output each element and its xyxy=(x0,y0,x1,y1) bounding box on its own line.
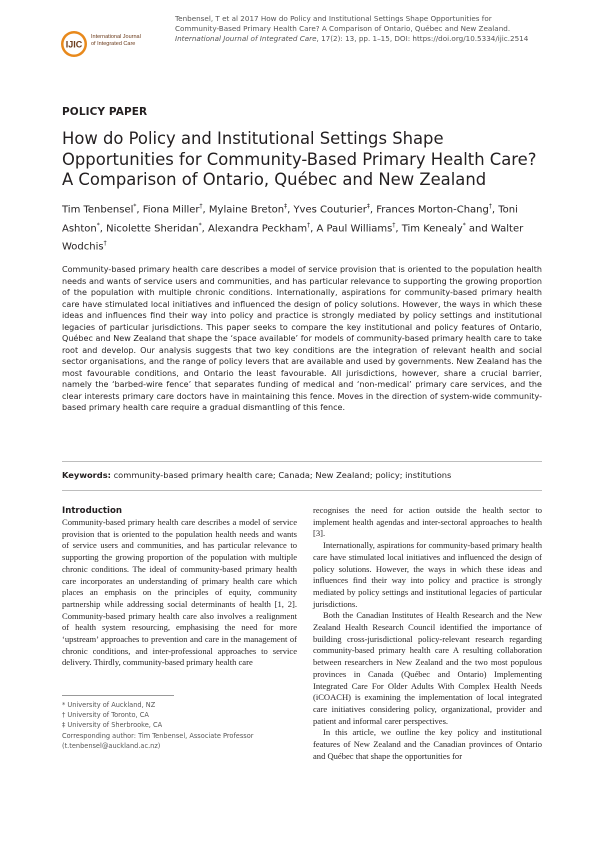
author-affiliation-mark: * xyxy=(133,203,137,210)
paper-title: How do Policy and Institutional Settings Shape Opportunities for Community-Based Primary Health Care? A Comparison of Ontario, Québec and New Zealand xyxy=(62,129,537,189)
citation-line-2: Community-Based Primary Health Care? A Comparison of Ontario, Québec and New Zealand. xyxy=(175,24,511,33)
footnotes xyxy=(62,700,297,751)
citation-journal: International Journal of Integrated Care xyxy=(175,34,317,43)
brand-line-2: of Integrated Care xyxy=(91,40,136,47)
keywords xyxy=(62,470,542,480)
author-affiliation-mark: ‡ xyxy=(366,203,370,210)
citation-line-1: Tenbensel, T et al 2017 How do Policy and Institutional Settings Shape Opportunities for xyxy=(175,14,492,23)
intro-paragraph-1: Community-based primary health care describes a model of service provision that is oriented to the population health needs and wants of service users and communities, and has particular relevance to supporting the growing proportion of the population with multiple chronic conditions. The ideal of community-based primary health care incorporates an understanding of primary health care which places an emphasis on the principles of equity, community partnership while addressing social determinants of health [1, 2]. Community-based primary health care also involves a realignment of health system resourcing, emphasising the need for more ‘upstream’ approaches to prevention and care in the management of chronic conditions, and inter-professional approaches to service delivery. Thirdly, community-based primary health care xyxy=(62,517,297,668)
keywords-bottom-divider xyxy=(62,490,542,491)
author-affiliation-mark: † xyxy=(103,240,107,248)
affiliation-toronto: † University of Toronto, CA xyxy=(62,711,149,720)
section-heading-introduction: Introduction xyxy=(62,506,123,516)
body-column-left xyxy=(62,505,297,669)
brand-line-1: International Journal xyxy=(91,34,141,40)
ijic-logo-icon xyxy=(60,30,88,58)
author-affiliation-mark: † xyxy=(199,203,203,210)
author-name: Toni Ashton xyxy=(62,204,518,234)
author-name: Fiona Miller xyxy=(142,204,200,216)
author-affiliation-mark: † xyxy=(307,221,311,229)
paper-type-label: POLICY PAPER xyxy=(62,106,148,118)
author-name: A Paul Williams xyxy=(316,222,393,234)
logo-mark-text: IJIC xyxy=(65,39,83,50)
author-name: Alexandra Peckham xyxy=(208,222,308,234)
abstract: Community-based primary health care describes a model of service provision that is oriented to the population health needs and wants of service users and communities, and has particular relevance to supporting the growing proportion of the population with multiple chronic conditions. Internationally, aspirations for community-based primary health care have stimulated local initiatives and influenced the design of policy solutions. However, the ways in which these ideas and influences find their way into policy and practice is strongly mediated by policy settings and institutional legacies of particular jurisdictions. This paper seeks to compare the key institutional and policy features of Ontario, Québec and New Zealand that shape the ‘space available’ for models of community-based primary health care to take root and develop. Our analysis suggests that two key conditions are the integration of relevant health and social sector organisations, and the range of policy levers that are available and used by governments. New Zealand has the most favourable conditions, and Ontario the least favourable. All jurisdictions, however, share a crucial barrier, namely the ‘barbed-wire fence’ that separates funding of medical and ‘non-medical’ primary care services, and the clear interests primary care doctors have in maintaining this fence. Moves in the direction of system-wide community-based primary health care require a gradual dismantling of this fence. xyxy=(62,265,542,412)
intro-paragraph-3: Both the Canadian Institutes of Health Research and the New Zealand Health Research Council identified the importance of building cross-jurisdictional policy-relevant research regarding community-based primary health care A resulting collaboration between researchers in New Zealand and the two most populous provinces in Canada (Québec and Ontario) Implementing Integrated Care For Older Adults With Complex Health Needs (iCOACH) is examining the implementation of local integrated care initiatives considering policy, organizational, provider and patient and informal carer perspectives. xyxy=(313,610,542,726)
affiliation-sherbrooke: ‡ University of Sherbrooke, CA xyxy=(62,721,163,730)
citation-details[interactable]: , 17(2): 13, pp. 1–15, DOI: https://doi.org/10.5334/ijic.2514 xyxy=(316,34,529,43)
footnote-divider xyxy=(62,695,174,696)
corresponding-author: Corresponding author: Tim Tenbensel, Associate Professor xyxy=(62,731,254,740)
author-affiliation-mark: * xyxy=(96,221,100,229)
intro-paragraph-4: In this article, we outline the key policy and institutional features of New Zealand and the Canadian provinces of Ontario and Québec that shape the opportunities for xyxy=(313,727,542,761)
intro-paragraph-1-continued: recognises the need for action outside the health sector to implement health agendas and inter-sectoral approaches to health [3]. xyxy=(313,505,542,539)
author-affiliation-mark: * xyxy=(462,221,466,229)
author-affiliation-mark: † xyxy=(488,203,492,210)
author-list: Tim Tenbensel*, Fiona Miller†, Mylaine Breton‡, Yves Couturier‡, Frances Morton-Chang†, Toni Ashton*, Nicolette Sheridan*, Alexandra Peckham†, A Paul Williams†, Tim Kenealy* and Walter Wodchis† xyxy=(62,203,524,253)
author-name: Tim Tenbensel xyxy=(62,204,134,216)
affiliation-auckland: * University of Auckland, NZ xyxy=(62,701,156,709)
author-affiliation-mark: ‡ xyxy=(284,203,288,210)
intro-paragraph-2: Internationally, aspirations for community-based primary health care have stimulated local initiatives and influenced the design of policy solutions. However, the ways in which these ideas and influences find their way into policy and practice is strongly mediated by policy settings and institutional legacies of particular jurisdictions. xyxy=(313,540,542,609)
citation xyxy=(175,14,555,44)
corresponding-email[interactable]: (t.tenbensel@auckland.ac.nz) xyxy=(62,741,161,750)
author-name: Mylaine Breton xyxy=(208,204,285,216)
author-name: Yves Couturier xyxy=(293,204,367,216)
author-affiliation-mark: † xyxy=(392,221,396,229)
keywords-label: Keywords: xyxy=(62,470,111,480)
author-name: Frances Morton-Chang xyxy=(376,204,489,216)
journal-brand xyxy=(91,34,141,47)
body-column-right xyxy=(313,505,542,762)
author-name: Tim Kenealy xyxy=(401,222,463,234)
keywords-top-divider xyxy=(62,461,542,462)
journal-logo xyxy=(60,30,152,58)
author-name: Walter Wodchis xyxy=(62,222,524,253)
citation-line-3 xyxy=(175,34,555,44)
keywords-text: community-based primary health care; Canada; New Zealand; policy; institutions xyxy=(113,470,452,480)
author-affiliation-mark: * xyxy=(198,221,202,229)
author-name: Nicolette Sheridan xyxy=(106,222,199,234)
